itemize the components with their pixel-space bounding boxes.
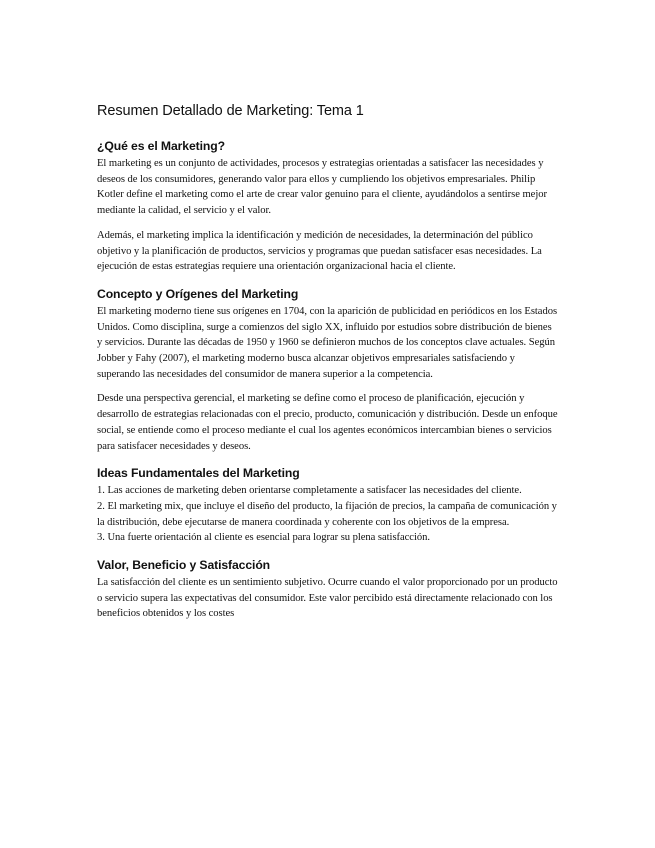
section-heading: Ideas Fundamentales del Marketing xyxy=(97,466,300,481)
document-title: Resumen Detallado de Marketing: Tema 1 xyxy=(97,103,364,119)
section-heading: Valor, Beneficio y Satisfacción xyxy=(97,558,271,573)
section-heading: ¿Qué es el Marketing? xyxy=(97,139,225,153)
numbered-list xyxy=(97,483,559,546)
section-que-es-marketing xyxy=(97,138,559,275)
paragraph: El marketing es un conjunto de actividades, procesos y estrategias orientadas a satisfacer las necesidades y deseos de los consumidores, generando valor para ellos y cumpliendo los objetivos empresariales. Philip Kotler define el marketing como el arte de crear valor genuino para el cliente, ayudándolos a sentirse mejor mediante la calidad, el servicio y el valor. xyxy=(97,158,547,217)
list-item: 2. El marketing mix, que incluye el diseño del producto, la fijación de precios, la campaña de comunicación y la distribución, debe ejecutarse de manera coordinada y coherente con los objetivos de la empresa. xyxy=(97,500,557,528)
paragraph: La satisfacción del cliente es un sentimiento subjetivo. Ocurre cuando el valor proporcionado por un producto o servicio supera las expectativas del consumidor. Este valor percibido está directamente relacionado con los beneficios obtenidos y los costes xyxy=(97,577,558,620)
paragraph: El marketing moderno tiene sus orígenes en 1704, con la aparición de publicidad en periódicos en los Estados Unidos. Como disciplina, surge a comienzos del siglo XX, influido por estudios sobre distribución de bienes y servicios. Durante las décadas de 1950 y 1960 se definieron muchos de los conceptos clave actuales. Según Jobber y Fahy (2007), el marketing moderno busca alcanzar objetivos empresariales satisfaciendo y superando las necesidades del consumidor de manera superior a la competencia. xyxy=(97,305,558,380)
section-valor-beneficio xyxy=(97,557,559,622)
section-ideas-fundamentales xyxy=(97,465,559,546)
document-page xyxy=(97,101,559,631)
list-item: 3. Una fuerte orientación al cliente es esencial para lograr su plena satisfacción. xyxy=(97,532,430,544)
section-heading: Concepto y Orígenes del Marketing xyxy=(97,286,299,301)
section-concepto-origenes xyxy=(97,286,559,454)
list-item: 1. Las acciones de marketing deben orientarse completamente a satisfacer las necesidades del cliente. xyxy=(97,485,522,497)
paragraph: Desde una perspectiva gerencial, el marketing se define como el proceso de planificación, ejecución y desarrollo de estrategias relacionadas con el precio, producto, comunicación y distribución. Desde un enfoque social, se entiende como el proceso mediante el cual los agentes económicos intercambian bienes o servicios para satisfacer necesidades y deseos. xyxy=(97,393,558,452)
paragraph: Además, el marketing implica la identificación y medición de necesidades, la determinación del público objetivo y la planificación de productos, servicios y programas que puedan satisfacer esas necesidades. La ejecución de estas estrategias requiere una orientación organizacional hacia el cliente. xyxy=(97,229,542,273)
